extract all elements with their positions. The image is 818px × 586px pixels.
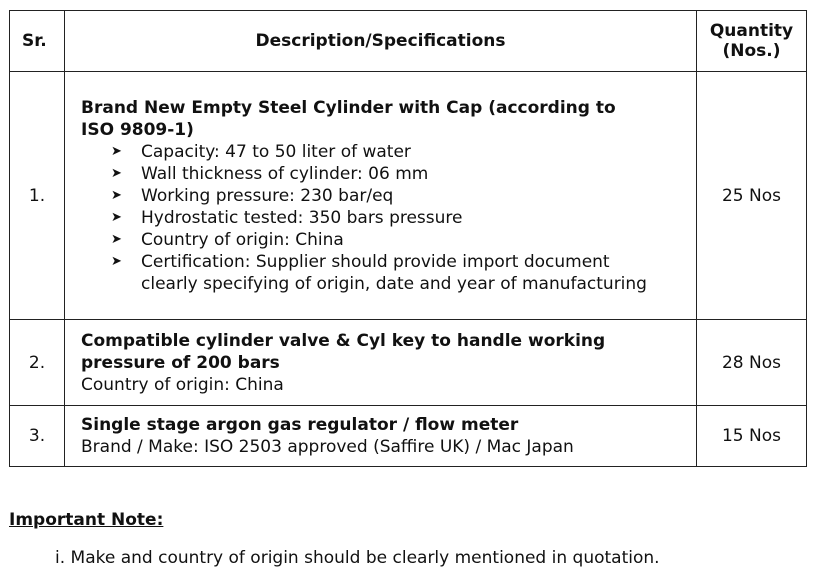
arrow-bullet-icon: ➤ xyxy=(111,143,122,159)
item-title-line: ISO 9809-1) xyxy=(81,119,194,140)
row-quantity: 15 Nos xyxy=(697,406,807,467)
spec-text: Hydrostatic tested: 350 bars pressure xyxy=(141,207,463,228)
row-description xyxy=(65,320,697,406)
row-quantity: 28 Nos xyxy=(697,320,807,406)
arrow-bullet-icon: ➤ xyxy=(111,165,122,181)
arrow-bullet-icon: ➤ xyxy=(111,253,122,269)
spec-item xyxy=(81,229,690,251)
spec-item xyxy=(81,207,690,229)
arrow-bullet-icon: ➤ xyxy=(111,187,122,203)
header-quantity xyxy=(697,11,807,72)
spec-item xyxy=(81,163,690,185)
important-note-item: i. Make and country of origin should be clearly mentioned in quotation. xyxy=(55,548,660,568)
header-description: Description/Specifications xyxy=(65,11,697,72)
spec-list xyxy=(81,141,690,295)
spec-text: Country of origin: China xyxy=(141,229,344,250)
item-detail: Country of origin: China xyxy=(81,374,284,395)
row-number: 3. xyxy=(10,406,65,467)
spec-item xyxy=(81,185,690,207)
item-detail: Brand / Make: ISO 2503 approved (Saffire UK) / Mac Japan xyxy=(81,437,574,457)
spec-text: clearly specifying of origin, date and year of manufacturing xyxy=(141,273,647,294)
arrow-bullet-icon: ➤ xyxy=(111,231,122,247)
row-quantity: 25 Nos xyxy=(697,72,807,320)
spec-text: Certification: Supplier should provide import document xyxy=(141,251,610,272)
table-row xyxy=(10,72,807,320)
table-row xyxy=(10,406,807,467)
table-row xyxy=(10,320,807,406)
important-note-title: Important Note: xyxy=(9,510,164,530)
item-title-line: Single stage argon gas regulator / flow meter xyxy=(81,415,519,435)
header-quantity-line2: (Nos.) xyxy=(722,41,781,61)
spec-item xyxy=(81,251,690,295)
spec-text: Working pressure: 230 bar/eq xyxy=(141,185,394,206)
item-title-line: pressure of 200 bars xyxy=(81,352,280,373)
row-description xyxy=(65,72,697,320)
arrow-bullet-icon: ➤ xyxy=(111,209,122,225)
specification-table xyxy=(9,10,807,467)
row-number: 2. xyxy=(10,320,65,406)
header-sr: Sr. xyxy=(10,11,65,72)
spec-text: Capacity: 47 to 50 liter of water xyxy=(141,141,411,162)
row-number: 1. xyxy=(10,72,65,320)
row-description xyxy=(65,406,697,467)
table-header-row xyxy=(10,11,807,72)
spec-item xyxy=(81,141,690,163)
item-title-line: Compatible cylinder valve & Cyl key to handle working xyxy=(81,330,606,351)
spec-text: Wall thickness of cylinder: 06 mm xyxy=(141,163,429,184)
item-title-line: Brand New Empty Steel Cylinder with Cap (according to xyxy=(81,97,616,118)
header-quantity-line1: Quantity xyxy=(709,21,794,41)
